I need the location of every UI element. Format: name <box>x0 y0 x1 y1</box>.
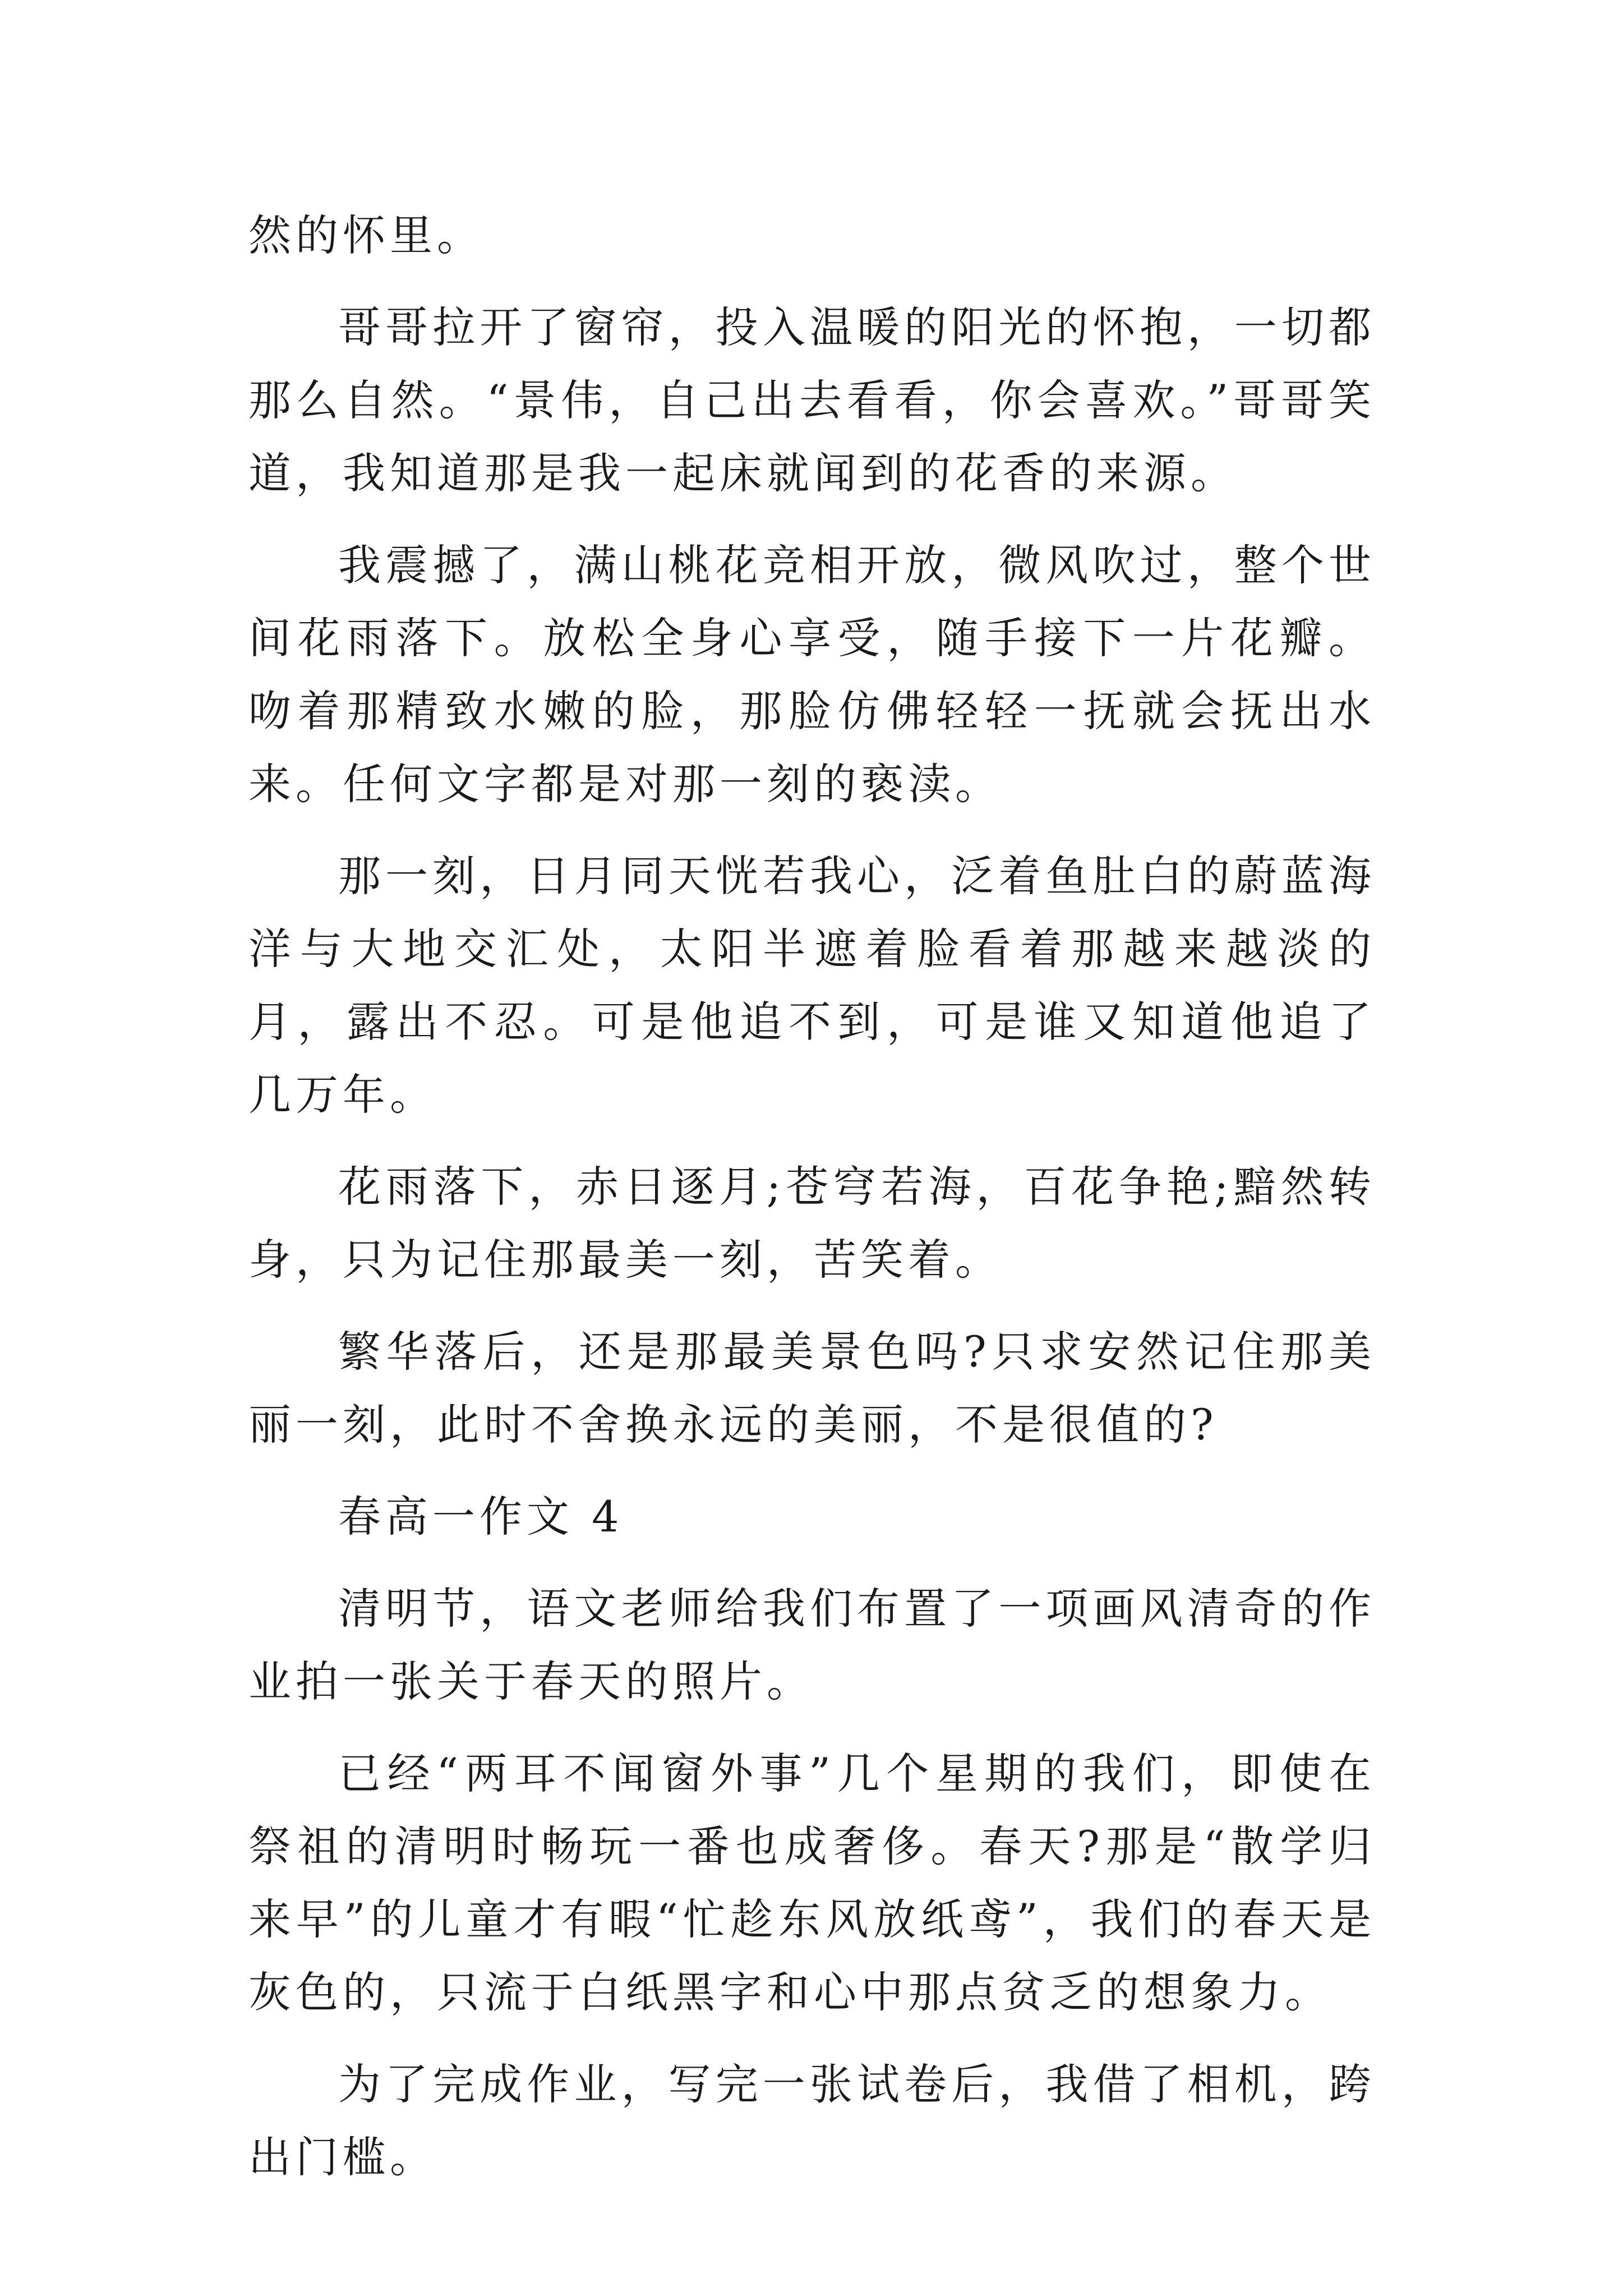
paragraph: 哥哥拉开了窗帘，投入温暖的阳光的怀抱，一切都那么自然。“景伟，自己出去看看，你会喜欢。”哥哥笑道，我知道那是我一起床就闻到的花香的来源。 <box>248 302 1376 498</box>
paragraph: 那一刻，日月同天恍若我心，泛着鱼肚白的蔚蓝海洋与大地交汇处，太阳半遮着脸看着那越来越淡的月，露出不忍。可是他追不到，可是谁又知道他追了几万年。 <box>248 851 1376 1120</box>
paragraph-continuation: 然的怀里。 <box>248 210 484 260</box>
section-heading: 春高一作文 4 <box>338 1492 624 1542</box>
paragraph: 我震撼了，满山桃花竞相开放，微风吹过，整个世间花雨落下。放松全身心享受，随手接下一片花瓣。吻着那精致水嫩的脸，那脸仿佛轻轻一抚就会抚出水来。任何文字都是对那一刻的亵渎。 <box>248 540 1376 809</box>
paragraph: 花雨落下，赤日逐月;苍穹若海，百花争艳;黯然转身，只为记住那最美一刻，苦笑着。 <box>248 1162 1376 1285</box>
paragraph: 繁华落后，还是那最美景色吗?只求安然记住那美丽一刻，此时不舍换永远的美丽，不是很值的? <box>248 1327 1376 1450</box>
paragraph: 清明节，语文老师给我们布置了一项画风清奇的作业拍一张关于春天的照片。 <box>248 1584 1376 1706</box>
paragraph: 为了完成作业，写完一张试卷后，我借了相机，跨出门槛。 <box>248 2059 1376 2182</box>
document-body <box>248 199 1376 2213</box>
paragraph: 已经“两耳不闻窗外事”几个星期的我们，即使在祭祖的清明时畅玩一番也成奢侈。春天?那是“散学归来早”的儿童才有暇“忙趁东风放纸鸢”，我们的春天是灰色的，只流于白纸黑字和心中那点贫乏的想象力。 <box>248 1749 1376 2017</box>
